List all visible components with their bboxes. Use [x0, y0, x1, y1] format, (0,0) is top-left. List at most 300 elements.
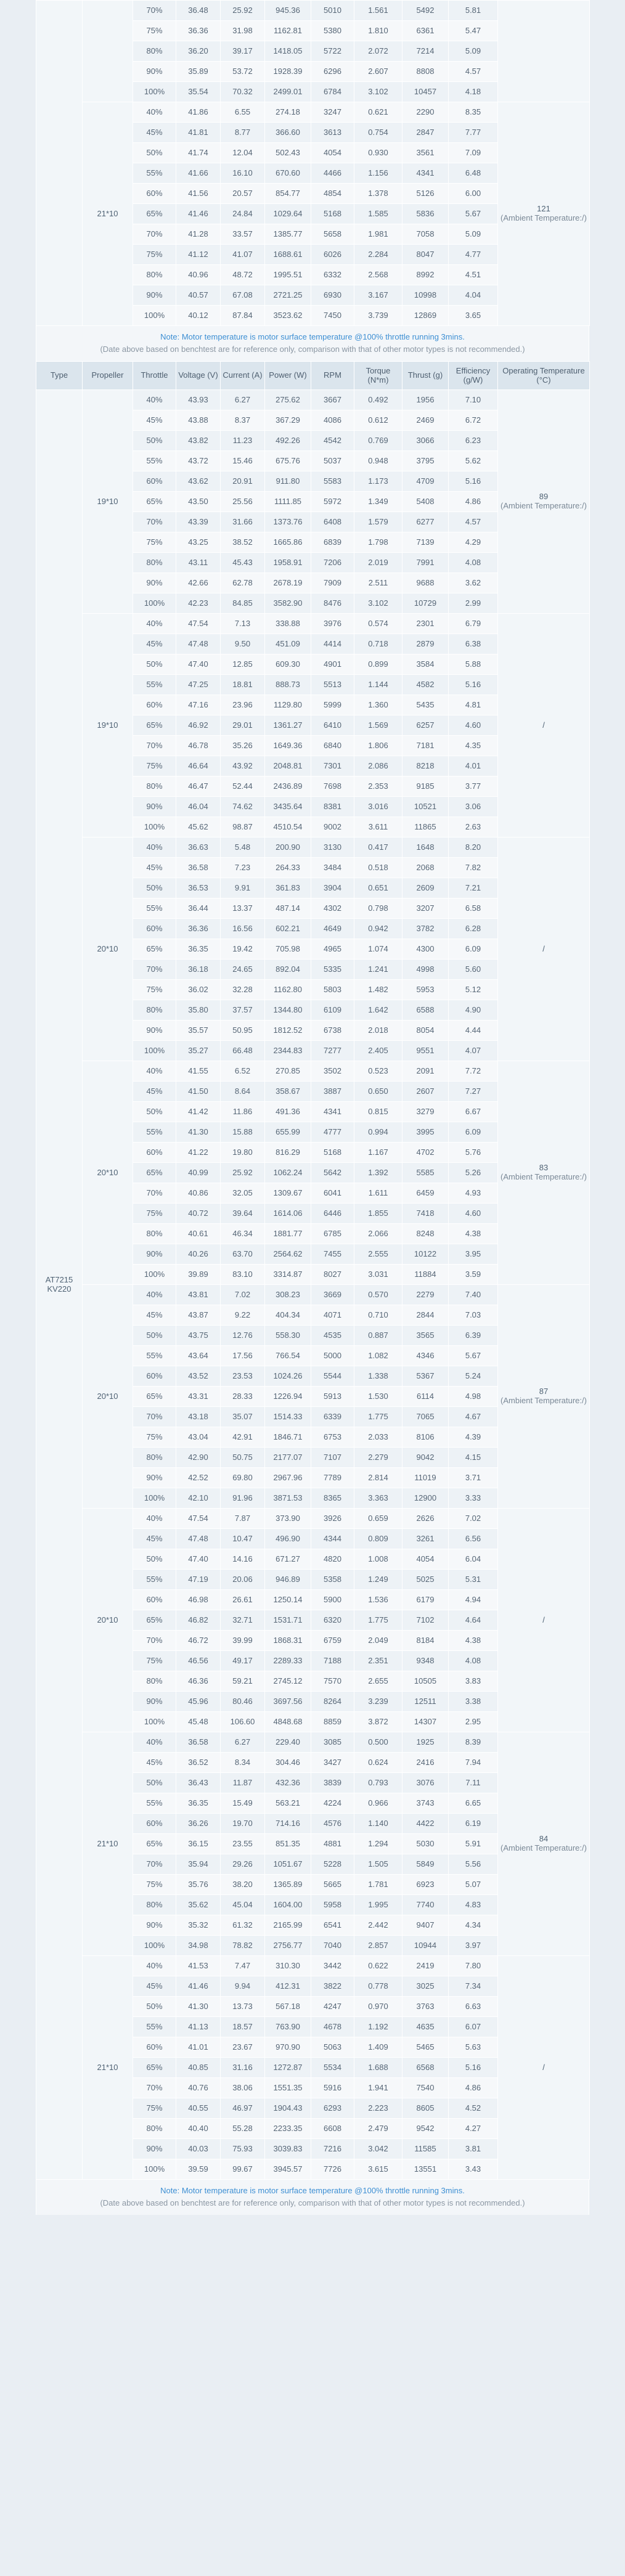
- current-cell: 87.84: [221, 306, 265, 326]
- rpm-cell: 7277: [311, 1041, 354, 1061]
- ambient-temperature-note: (Ambient Temperature:/): [500, 1843, 587, 1853]
- efficiency-cell: 7.03: [449, 1305, 498, 1326]
- power-cell: 2499.01: [265, 82, 311, 102]
- power-cell: 851.35: [265, 1834, 311, 1854]
- efficiency-cell: 6.23: [449, 431, 498, 451]
- current-cell: 25.56: [221, 492, 265, 512]
- rpm-cell: 7206: [311, 553, 354, 573]
- throttle-cell: 80%: [133, 1671, 176, 1692]
- torque-cell: 3.102: [354, 82, 402, 102]
- torque-cell: 0.769: [354, 431, 402, 451]
- torque-cell: 3.239: [354, 1692, 402, 1712]
- power-cell: 1995.51: [265, 265, 311, 285]
- power-cell: 2564.62: [265, 1244, 311, 1265]
- efficiency-cell: 3.95: [449, 1244, 498, 1265]
- power-cell: 200.90: [265, 838, 311, 858]
- efficiency-cell: 7.94: [449, 1753, 498, 1773]
- current-cell: 69.80: [221, 1468, 265, 1488]
- current-cell: 78.82: [221, 1936, 265, 1956]
- table-row: [36, 1956, 590, 1976]
- torque-cell: 3.611: [354, 817, 402, 838]
- current-cell: 31.98: [221, 21, 265, 41]
- throttle-cell: 75%: [133, 1651, 176, 1671]
- voltage-cell: 43.39: [176, 512, 221, 532]
- power-cell: 4510.54: [265, 817, 311, 838]
- current-cell: 61.32: [221, 1915, 265, 1936]
- current-cell: 91.96: [221, 1488, 265, 1509]
- voltage-cell: 42.23: [176, 593, 221, 614]
- power-cell: 609.30: [265, 654, 311, 675]
- power-cell: 1385.77: [265, 224, 311, 245]
- torque-cell: 1.981: [354, 224, 402, 245]
- thrust-cell: 6459: [402, 1183, 449, 1204]
- throttle-cell: 65%: [133, 1387, 176, 1407]
- voltage-cell: 47.48: [176, 634, 221, 654]
- rpm-cell: 5803: [311, 980, 354, 1000]
- voltage-cell: 43.93: [176, 390, 221, 410]
- power-cell: 358.67: [265, 1082, 311, 1102]
- current-cell: 32.28: [221, 980, 265, 1000]
- current-cell: 52.44: [221, 776, 265, 797]
- throttle-cell: 80%: [133, 1895, 176, 1915]
- voltage-cell: 46.47: [176, 776, 221, 797]
- rpm-cell: 5916: [311, 2078, 354, 2098]
- efficiency-cell: 4.90: [449, 1000, 498, 1021]
- rpm-cell: 5534: [311, 2058, 354, 2078]
- rpm-cell: 6839: [311, 532, 354, 553]
- throttle-cell: 40%: [133, 1509, 176, 1529]
- efficiency-cell: 7.82: [449, 858, 498, 878]
- rpm-cell: 5642: [311, 1163, 354, 1183]
- power-cell: 558.30: [265, 1326, 311, 1346]
- rpm-cell: 4649: [311, 919, 354, 939]
- efficiency-cell: 4.08: [449, 1651, 498, 1671]
- power-cell: 1904.43: [265, 2098, 311, 2119]
- throttle-cell: 65%: [133, 2058, 176, 2078]
- thrust-cell: 5953: [402, 980, 449, 1000]
- thrust-cell: 4422: [402, 1814, 449, 1834]
- efficiency-cell: 8.20: [449, 838, 498, 858]
- power-cell: 2678.19: [265, 573, 311, 593]
- efficiency-cell: 5.47: [449, 21, 498, 41]
- rpm-cell: 4071: [311, 1305, 354, 1326]
- voltage-cell: 41.55: [176, 1061, 221, 1082]
- torque-cell: 2.511: [354, 573, 402, 593]
- voltage-cell: 47.54: [176, 614, 221, 634]
- power-cell: 892.04: [265, 960, 311, 980]
- efficiency-cell: 3.33: [449, 1488, 498, 1509]
- voltage-cell: 34.98: [176, 1936, 221, 1956]
- rpm-cell: 6320: [311, 1610, 354, 1631]
- efficiency-cell: 5.26: [449, 1163, 498, 1183]
- thrust-cell: 3261: [402, 1529, 449, 1549]
- torque-cell: 0.492: [354, 390, 402, 410]
- power-cell: 373.90: [265, 1509, 311, 1529]
- power-cell: 1344.80: [265, 1000, 311, 1021]
- rpm-cell: 5380: [311, 21, 354, 41]
- voltage-cell: 35.94: [176, 1854, 221, 1875]
- voltage-cell: 39.89: [176, 1265, 221, 1285]
- rpm-cell: 3926: [311, 1509, 354, 1529]
- throttle-cell: 90%: [133, 1021, 176, 1041]
- thrust-cell: 9042: [402, 1448, 449, 1468]
- thrust-cell: 4582: [402, 675, 449, 695]
- voltage-cell: 43.52: [176, 1366, 221, 1387]
- throttle-cell: 100%: [133, 1936, 176, 1956]
- throttle-cell: 80%: [133, 1224, 176, 1244]
- efficiency-cell: 3.06: [449, 797, 498, 817]
- efficiency-cell: 4.64: [449, 1610, 498, 1631]
- rpm-cell: 6753: [311, 1427, 354, 1448]
- torque-cell: 1.781: [354, 1875, 402, 1895]
- current-cell: 16.10: [221, 163, 265, 184]
- current-cell: 12.85: [221, 654, 265, 675]
- torque-cell: 0.570: [354, 1285, 402, 1305]
- voltage-cell: 46.36: [176, 1671, 221, 1692]
- current-cell: 7.47: [221, 1956, 265, 1976]
- efficiency-cell: 5.31: [449, 1570, 498, 1590]
- torque-cell: 0.754: [354, 123, 402, 143]
- voltage-cell: 39.59: [176, 2159, 221, 2180]
- torque-cell: 1.688: [354, 2058, 402, 2078]
- torque-cell: 0.793: [354, 1773, 402, 1793]
- current-cell: 84.85: [221, 593, 265, 614]
- thrust-cell: 2416: [402, 1753, 449, 1773]
- rpm-cell: 4224: [311, 1793, 354, 1814]
- thrust-cell: 4635: [402, 2017, 449, 2037]
- rpm-cell: 7216: [311, 2139, 354, 2159]
- current-cell: 41.07: [221, 245, 265, 265]
- voltage-cell: 46.98: [176, 1590, 221, 1610]
- efficiency-cell: 6.63: [449, 1997, 498, 2017]
- rpm-cell: 5063: [311, 2037, 354, 2058]
- throttle-cell: 50%: [133, 431, 176, 451]
- rpm-cell: 6026: [311, 245, 354, 265]
- efficiency-cell: 7.34: [449, 1976, 498, 1997]
- power-cell: 274.18: [265, 102, 311, 123]
- column-header: Operating Temperature (°C): [498, 362, 590, 390]
- throttle-cell: 100%: [133, 306, 176, 326]
- voltage-cell: 43.25: [176, 532, 221, 553]
- torque-cell: 0.574: [354, 614, 402, 634]
- voltage-cell: 41.30: [176, 1122, 221, 1143]
- current-cell: 23.67: [221, 2037, 265, 2058]
- efficiency-cell: 4.60: [449, 715, 498, 736]
- efficiency-cell: 7.11: [449, 1773, 498, 1793]
- power-cell: 2745.12: [265, 1671, 311, 1692]
- throttle-cell: 40%: [133, 1732, 176, 1753]
- rpm-cell: 6332: [311, 265, 354, 285]
- torque-cell: 1.855: [354, 1204, 402, 1224]
- voltage-cell: 43.82: [176, 431, 221, 451]
- throttle-cell: 45%: [133, 1082, 176, 1102]
- torque-cell: 0.523: [354, 1061, 402, 1082]
- efficiency-cell: 5.16: [449, 675, 498, 695]
- power-cell: 2289.33: [265, 1651, 311, 1671]
- current-cell: 32.05: [221, 1183, 265, 1204]
- efficiency-cell: 3.83: [449, 1671, 498, 1692]
- throttle-cell: 50%: [133, 654, 176, 675]
- voltage-cell: 43.87: [176, 1305, 221, 1326]
- current-cell: 38.06: [221, 2078, 265, 2098]
- voltage-cell: 42.52: [176, 1468, 221, 1488]
- throttle-cell: 40%: [133, 102, 176, 123]
- efficiency-cell: 2.95: [449, 1712, 498, 1732]
- throttle-cell: 60%: [133, 2037, 176, 2058]
- thrust-cell: 5030: [402, 1834, 449, 1854]
- current-cell: 11.86: [221, 1102, 265, 1122]
- current-cell: 24.84: [221, 204, 265, 224]
- throttle-cell: 40%: [133, 838, 176, 858]
- efficiency-cell: 4.98: [449, 1387, 498, 1407]
- current-cell: 25.92: [221, 1163, 265, 1183]
- throttle-cell: 55%: [133, 451, 176, 471]
- torque-cell: 3.016: [354, 797, 402, 817]
- torque-cell: 3.102: [354, 593, 402, 614]
- rpm-cell: 7455: [311, 1244, 354, 1265]
- operating-temperature-cell: [498, 1285, 590, 1509]
- voltage-cell: 46.56: [176, 1651, 221, 1671]
- efficiency-cell: 6.00: [449, 184, 498, 204]
- throttle-cell: 80%: [133, 265, 176, 285]
- efficiency-cell: 7.21: [449, 878, 498, 899]
- voltage-cell: 35.76: [176, 1875, 221, 1895]
- current-cell: 50.75: [221, 1448, 265, 1468]
- efficiency-cell: 7.72: [449, 1061, 498, 1082]
- throttle-cell: 50%: [133, 1773, 176, 1793]
- rpm-cell: 6293: [311, 2098, 354, 2119]
- operating-temperature-cell: [498, 838, 590, 1061]
- current-cell: 7.13: [221, 614, 265, 634]
- power-cell: 229.40: [265, 1732, 311, 1753]
- rpm-cell: 5958: [311, 1895, 354, 1915]
- torque-cell: 2.568: [354, 265, 402, 285]
- throttle-cell: 55%: [133, 163, 176, 184]
- thrust-cell: 2290: [402, 102, 449, 123]
- efficiency-cell: 5.16: [449, 2058, 498, 2078]
- current-cell: 23.55: [221, 1834, 265, 1854]
- voltage-cell: 43.88: [176, 410, 221, 431]
- torque-cell: 1.378: [354, 184, 402, 204]
- efficiency-cell: 6.04: [449, 1549, 498, 1570]
- efficiency-cell: 5.07: [449, 1875, 498, 1895]
- rpm-cell: 9002: [311, 817, 354, 838]
- efficiency-cell: 6.65: [449, 1793, 498, 1814]
- efficiency-cell: 4.39: [449, 1427, 498, 1448]
- power-cell: 1688.61: [265, 245, 311, 265]
- table-row: [36, 1732, 590, 1753]
- throttle-cell: 70%: [133, 512, 176, 532]
- current-cell: 15.49: [221, 1793, 265, 1814]
- rpm-cell: 4881: [311, 1834, 354, 1854]
- efficiency-cell: 5.09: [449, 41, 498, 62]
- torque-cell: 1.140: [354, 1814, 402, 1834]
- thrust-cell: 11865: [402, 817, 449, 838]
- efficiency-cell: 5.60: [449, 960, 498, 980]
- throttle-cell: 60%: [133, 184, 176, 204]
- voltage-cell: 36.18: [176, 960, 221, 980]
- power-cell: 1531.71: [265, 1610, 311, 1631]
- voltage-cell: 45.48: [176, 1712, 221, 1732]
- propeller-cell: 19*10: [83, 614, 133, 838]
- propeller-cell: 21*10: [83, 1732, 133, 1956]
- throttle-cell: 90%: [133, 1692, 176, 1712]
- throttle-cell: 50%: [133, 1997, 176, 2017]
- current-cell: 8.77: [221, 123, 265, 143]
- efficiency-cell: 2.99: [449, 593, 498, 614]
- throttle-cell: 80%: [133, 41, 176, 62]
- current-cell: 63.70: [221, 1244, 265, 1265]
- voltage-cell: 46.92: [176, 715, 221, 736]
- throttle-cell: 70%: [133, 1407, 176, 1427]
- throttle-cell: 75%: [133, 1427, 176, 1448]
- current-cell: 29.26: [221, 1854, 265, 1875]
- torque-cell: 0.948: [354, 451, 402, 471]
- rpm-cell: 6446: [311, 1204, 354, 1224]
- torque-cell: 0.651: [354, 878, 402, 899]
- ambient-temperature-note: (Ambient Temperature:/): [500, 501, 587, 510]
- torque-cell: 1.360: [354, 695, 402, 715]
- throttle-cell: 90%: [133, 1244, 176, 1265]
- thrust-cell: 3565: [402, 1326, 449, 1346]
- voltage-cell: 47.25: [176, 675, 221, 695]
- current-cell: 49.17: [221, 1651, 265, 1671]
- current-cell: 6.27: [221, 1732, 265, 1753]
- throttle-cell: 65%: [133, 1834, 176, 1854]
- rpm-cell: 8365: [311, 1488, 354, 1509]
- thrust-cell: 4300: [402, 939, 449, 960]
- thrust-cell: 5408: [402, 492, 449, 512]
- efficiency-cell: 4.27: [449, 2119, 498, 2139]
- torque-cell: 2.442: [354, 1915, 402, 1936]
- current-cell: 39.99: [221, 1631, 265, 1651]
- torque-cell: 1.249: [354, 1570, 402, 1590]
- current-cell: 66.48: [221, 1041, 265, 1061]
- thrust-cell: 5492: [402, 1, 449, 21]
- thrust-cell: 2626: [402, 1509, 449, 1529]
- thrust-cell: 2068: [402, 858, 449, 878]
- column-header: RPM: [311, 362, 354, 390]
- current-cell: 13.73: [221, 1997, 265, 2017]
- efficiency-cell: 5.09: [449, 224, 498, 245]
- voltage-cell: 45.62: [176, 817, 221, 838]
- thrust-cell: 8184: [402, 1631, 449, 1651]
- thrust-cell: 8992: [402, 265, 449, 285]
- column-header: Throttle: [133, 362, 176, 390]
- rpm-cell: 5665: [311, 1875, 354, 1895]
- rpm-cell: 5168: [311, 1143, 354, 1163]
- voltage-cell: 41.46: [176, 1976, 221, 1997]
- efficiency-cell: 4.38: [449, 1224, 498, 1244]
- voltage-cell: 40.99: [176, 1163, 221, 1183]
- power-cell: 3871.53: [265, 1488, 311, 1509]
- operating-temperature-cell: [498, 1, 590, 102]
- torque-cell: 1.074: [354, 939, 402, 960]
- power-cell: 766.54: [265, 1346, 311, 1366]
- voltage-cell: 40.96: [176, 265, 221, 285]
- efficiency-cell: 4.29: [449, 532, 498, 553]
- throttle-cell: 45%: [133, 410, 176, 431]
- throttle-cell: 45%: [133, 1529, 176, 1549]
- thrust-cell: 11884: [402, 1265, 449, 1285]
- rpm-cell: 4054: [311, 143, 354, 163]
- thrust-cell: 3207: [402, 899, 449, 919]
- throttle-cell: 75%: [133, 532, 176, 553]
- torque-cell: 0.930: [354, 143, 402, 163]
- torque-cell: 3.615: [354, 2159, 402, 2180]
- power-cell: 2165.99: [265, 1915, 311, 1936]
- throttle-cell: 75%: [133, 1204, 176, 1224]
- throttle-cell: 50%: [133, 1102, 176, 1122]
- throttle-cell: 55%: [133, 1122, 176, 1143]
- note-temperature: Note: Motor temperature is motor surface temperature @100% throttle running 3mins.: [160, 2186, 465, 2195]
- thrust-cell: 9551: [402, 1041, 449, 1061]
- voltage-cell: 47.16: [176, 695, 221, 715]
- current-cell: 5.48: [221, 838, 265, 858]
- table-row: [36, 838, 590, 858]
- torque-cell: 1.569: [354, 715, 402, 736]
- ambient-temperature-note: (Ambient Temperature:/): [500, 1172, 587, 1181]
- thrust-cell: 7058: [402, 224, 449, 245]
- power-cell: 502.43: [265, 143, 311, 163]
- current-cell: 98.87: [221, 817, 265, 838]
- rpm-cell: 6840: [311, 736, 354, 756]
- efficiency-cell: 4.94: [449, 1590, 498, 1610]
- power-cell: 854.77: [265, 184, 311, 204]
- torque-cell: 3.363: [354, 1488, 402, 1509]
- thrust-cell: 9688: [402, 573, 449, 593]
- voltage-cell: 36.36: [176, 21, 221, 41]
- voltage-cell: 41.56: [176, 184, 221, 204]
- operating-temperature-cell: [498, 614, 590, 838]
- power-cell: 366.60: [265, 123, 311, 143]
- throttle-cell: 45%: [133, 1753, 176, 1773]
- voltage-cell: 41.28: [176, 224, 221, 245]
- current-cell: 12.04: [221, 143, 265, 163]
- throttle-cell: 60%: [133, 1590, 176, 1610]
- power-cell: 2177.07: [265, 1448, 311, 1468]
- torque-cell: 0.518: [354, 858, 402, 878]
- torque-cell: 2.049: [354, 1631, 402, 1651]
- voltage-cell: 46.78: [176, 736, 221, 756]
- thrust-cell: 10122: [402, 1244, 449, 1265]
- current-cell: 35.07: [221, 1407, 265, 1427]
- efficiency-cell: 5.76: [449, 1143, 498, 1163]
- power-cell: 404.34: [265, 1305, 311, 1326]
- torque-cell: 2.555: [354, 1244, 402, 1265]
- voltage-cell: 43.11: [176, 553, 221, 573]
- note-disclaimer: (Date above based on benchtest are for reference only, comparison with that of other motor types is not recommended.): [100, 344, 525, 354]
- voltage-cell: 40.03: [176, 2139, 221, 2159]
- current-cell: 7.87: [221, 1509, 265, 1529]
- current-cell: 75.93: [221, 2139, 265, 2159]
- thrust-cell: 6257: [402, 715, 449, 736]
- efficiency-cell: 4.67: [449, 1407, 498, 1427]
- power-cell: 1162.80: [265, 980, 311, 1000]
- efficiency-cell: 5.67: [449, 1346, 498, 1366]
- rpm-cell: 5010: [311, 1, 354, 21]
- motor-kv: KV220: [47, 1284, 71, 1294]
- thrust-cell: 12869: [402, 306, 449, 326]
- rpm-cell: 4086: [311, 410, 354, 431]
- thrust-cell: 2879: [402, 634, 449, 654]
- power-cell: 2048.81: [265, 756, 311, 776]
- voltage-cell: 40.26: [176, 1244, 221, 1265]
- power-cell: 487.14: [265, 899, 311, 919]
- thrust-cell: 10457: [402, 82, 449, 102]
- rpm-cell: 7726: [311, 2159, 354, 2180]
- operating-temperature-cell: [498, 1956, 590, 2180]
